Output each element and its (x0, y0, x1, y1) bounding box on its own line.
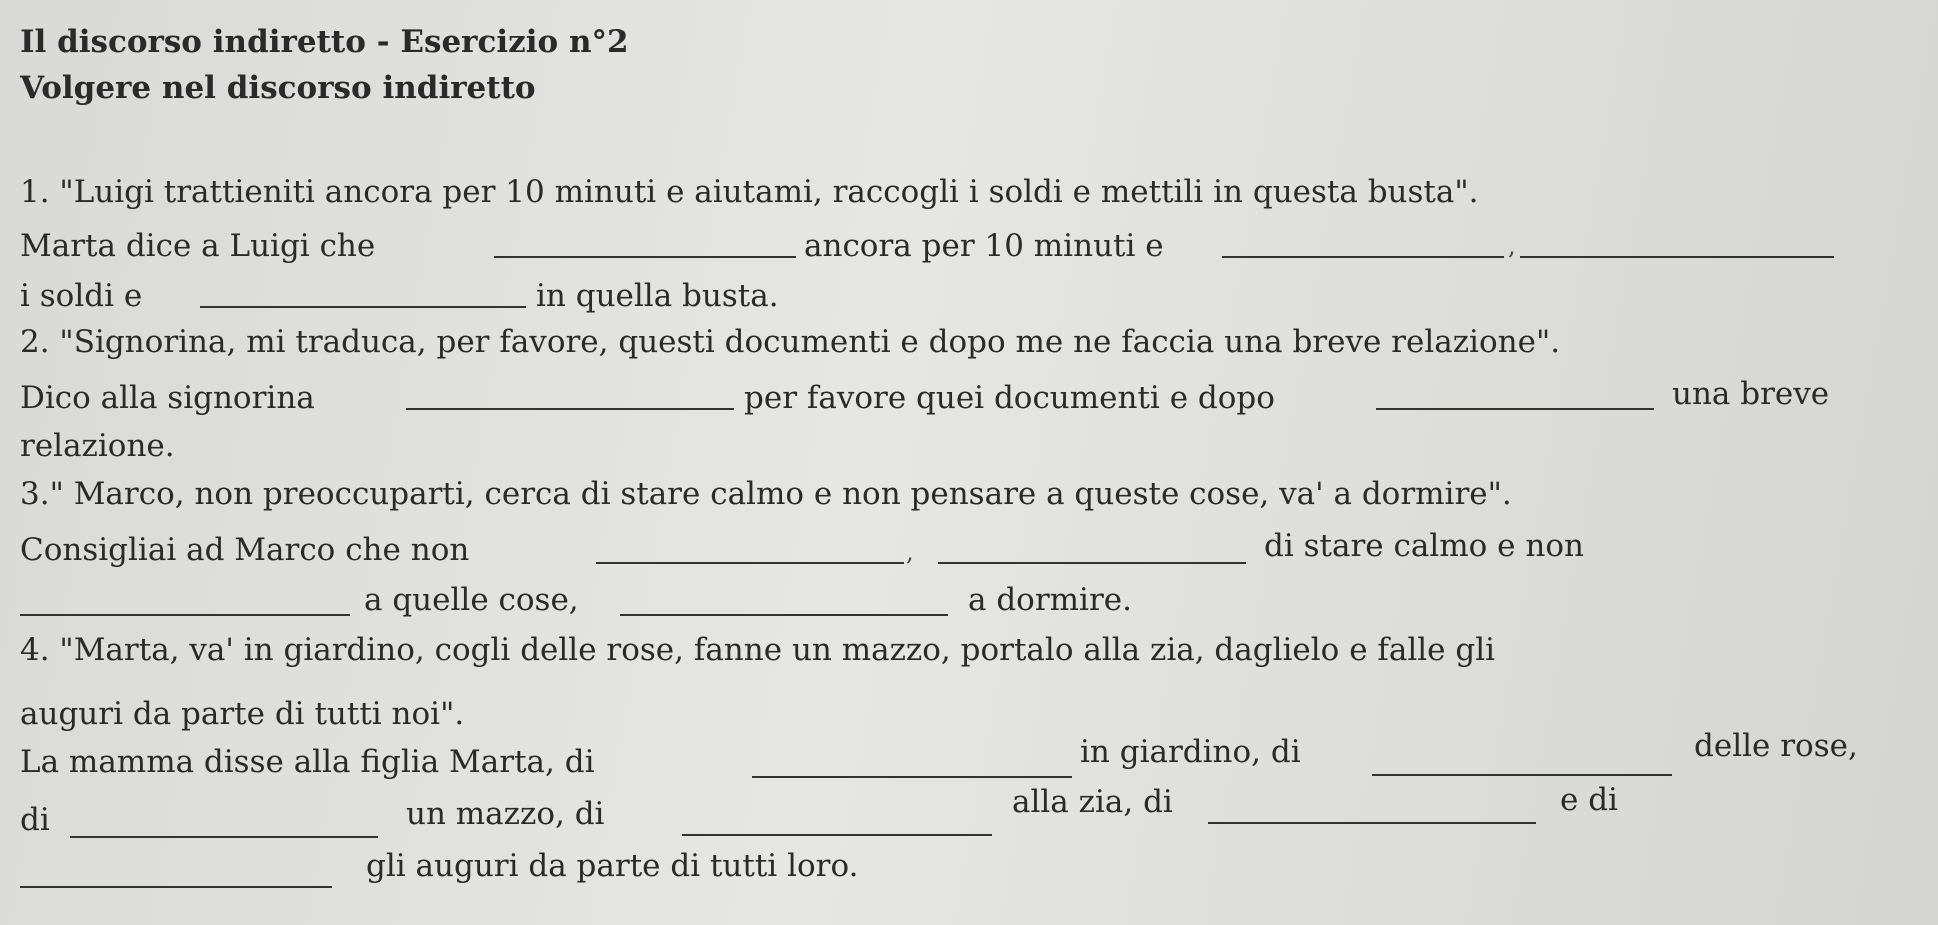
answer-blank[interactable] (1376, 408, 1654, 410)
exercise-1-quote: 1. "Luigi trattieniti ancora per 10 minuti e aiutami, raccogli i soldi e mettili in questa busta". (20, 174, 1479, 210)
exercise-2-text-b: per favore quei documenti e dopo (744, 380, 1275, 416)
exercise-4-quote-line-2: auguri da parte di tutti noi". (20, 696, 465, 732)
exercise-1-text-d: in quella busta. (536, 278, 779, 314)
answer-blank[interactable] (406, 408, 734, 410)
exercise-4-text-d: di (20, 802, 50, 838)
exercise-4-text-f: alla zia, di (1012, 784, 1173, 820)
answer-blank[interactable] (1520, 256, 1834, 258)
answer-blank[interactable] (70, 836, 378, 838)
exercise-4-text-e: un mazzo, di (406, 796, 605, 832)
exercise-1-text-b: ancora per 10 minuti e (804, 228, 1164, 264)
answer-blank[interactable] (1208, 822, 1536, 824)
exercise-4-quote-line-1: 4. "Marta, va' in giardino, cogli delle rose, fanne un mazzo, portalo alla zia, daglielo e falle gli (20, 632, 1496, 668)
exercise-3-text-c: a quelle cose, (364, 582, 579, 618)
exercise-4-text-c: delle rose, (1694, 728, 1858, 764)
answer-blank[interactable] (752, 776, 1072, 778)
answer-blank[interactable] (20, 614, 350, 616)
answer-blank[interactable] (494, 256, 796, 258)
answer-blank[interactable] (20, 886, 332, 888)
comma-mark: , (906, 538, 914, 566)
exercise-4-text-g: e di (1560, 782, 1618, 818)
exercise-4-text-h: gli auguri da parte di tutti loro. (366, 848, 859, 884)
answer-blank[interactable] (596, 562, 904, 564)
exercise-3-quote: 3." Marco, non preoccuparti, cerca di stare calmo e non pensare a queste cose, va' a dormire". (20, 476, 1512, 512)
exercise-2-text-d: relazione. (20, 428, 175, 464)
exercise-2-text-a: Dico alla signorina (20, 380, 315, 416)
exercise-3-text-a: Consigliai ad Marco che non (20, 532, 470, 568)
answer-blank[interactable] (200, 306, 526, 308)
exercise-3-text-d: a dormire. (968, 582, 1132, 618)
answer-blank[interactable] (620, 614, 948, 616)
comma-mark: , (1508, 232, 1516, 260)
exercise-1-text-c: i soldi e (20, 278, 143, 314)
exercise-2-text-c: una breve (1672, 376, 1830, 412)
answer-blank[interactable] (1222, 256, 1504, 258)
answer-blank[interactable] (1372, 774, 1672, 776)
answer-blank[interactable] (682, 834, 992, 836)
answer-blank[interactable] (938, 562, 1246, 564)
exercise-4-text-a: La mamma disse alla figlia Marta, di (20, 744, 595, 780)
exercise-1-text-a: Marta dice a Luigi che (20, 228, 376, 264)
page-title: Il discorso indiretto - Esercizio n°2 (20, 24, 629, 60)
exercise-3-text-b: di stare calmo e non (1264, 528, 1584, 564)
exercise-4-text-b: in giardino, di (1080, 734, 1301, 770)
exercise-2-quote: 2. "Signorina, mi traduca, per favore, questi documenti e dopo me ne faccia una breve relazione". (20, 324, 1561, 360)
page-subtitle: Volgere nel discorso indiretto (20, 70, 536, 106)
